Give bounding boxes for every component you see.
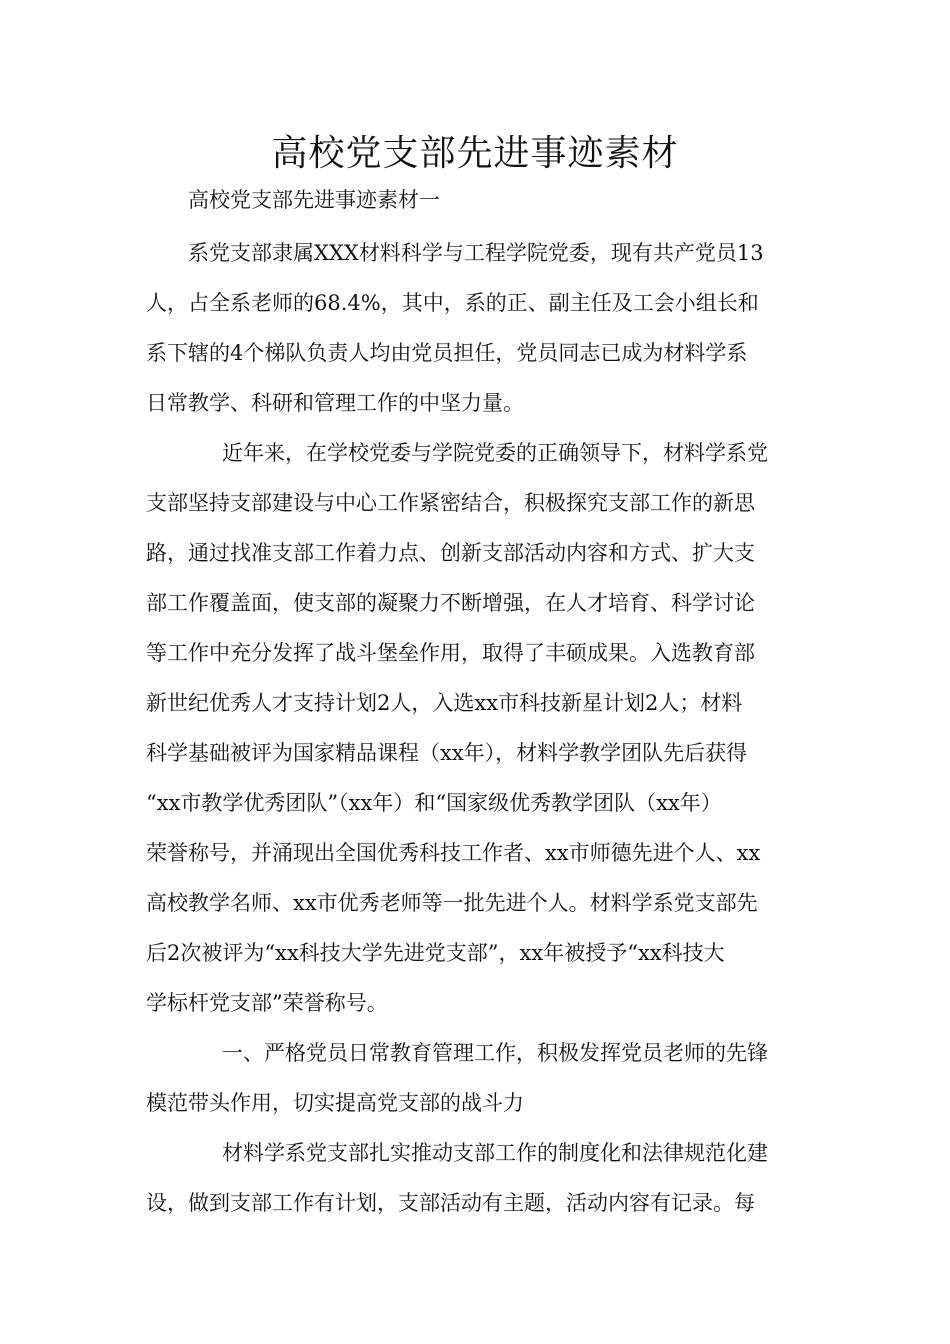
paragraph-line: 等工作中充分发挥了战斗堡垒作用，取得了丰硕成果。入选教育部 bbox=[146, 641, 755, 665]
paragraph-line: 高校教学名师、xx市优秀老师等一批先进个人。材料学系党支部先 bbox=[146, 891, 758, 915]
paragraph-line: 模范带头作用，切实提高党支部的战斗力 bbox=[146, 1091, 524, 1115]
paragraph-2 bbox=[146, 428, 810, 1028]
paragraph-line: 日常教学、科研和管理工作的中坚力量。 bbox=[146, 391, 524, 415]
paragraph-4 bbox=[146, 1128, 810, 1228]
document-subtitle: 高校党支部先进事迹素材一 bbox=[188, 188, 440, 212]
paragraph-line: 设，做到支部工作有计划，支部活动有主题，活动内容有记录。每 bbox=[146, 1191, 755, 1215]
paragraph-line: 一、严格党员日常教育管理工作，积极发挥党员老师的先锋 bbox=[222, 1041, 768, 1065]
paragraph-line: “xx市教学优秀团队”（xx年）和“国家级优秀教学团队（xx年） bbox=[146, 791, 722, 815]
paragraph-line: 近年来，在学校党委与学院党委的正确领导下，材料学系党 bbox=[222, 441, 768, 465]
paragraph-line: 后2次被评为“xx科技大学先进党支部”，xx年被授予“xx科技大 bbox=[146, 941, 725, 965]
paragraph-1 bbox=[146, 228, 810, 428]
paragraph-line: 支部坚持支部建设与中心工作紧密结合，积极探究支部工作的新思 bbox=[146, 491, 755, 515]
paragraph-3 bbox=[146, 1028, 810, 1128]
paragraph-line: 系下辖的4个梯队负责人均由党员担任，党员同志已成为材料学系 bbox=[146, 341, 748, 365]
paragraph-line: 人，占全系老师的68.4%，其中，系的正、副主任及工会小组长和 bbox=[146, 291, 759, 315]
paragraph-line: 部工作覆盖面，使支部的凝聚力不断增强，在人才培育、科学讨论 bbox=[146, 591, 755, 615]
document-body bbox=[146, 228, 810, 1228]
paragraph-line: 学标杆党支部”荣誉称号。 bbox=[146, 991, 388, 1015]
paragraph-line: 路，通过找准支部工作着力点、创新支部活动内容和方式、扩大支 bbox=[146, 541, 755, 565]
paragraph-line: 科学基础被评为国家精品课程（xx年），材料学教学团队先后获得 bbox=[146, 741, 748, 765]
paragraph-line: 新世纪优秀人才支持计划2人，入选xx市科技新星计划2人；材料 bbox=[146, 691, 743, 715]
paragraph-line: 材料学系党支部扎实推动支部工作的制度化和法律规范化建 bbox=[222, 1141, 768, 1165]
document-title: 高校党支部先进事迹素材 bbox=[271, 133, 679, 174]
paragraph-line: 荣誉称号，并涌现出全国优秀科技工作者、xx市师德先进个人、xx bbox=[146, 841, 761, 865]
paragraph-line: 系党支部隶属XXX材料科学与工程学院党委，现有共产党员13 bbox=[188, 241, 764, 265]
